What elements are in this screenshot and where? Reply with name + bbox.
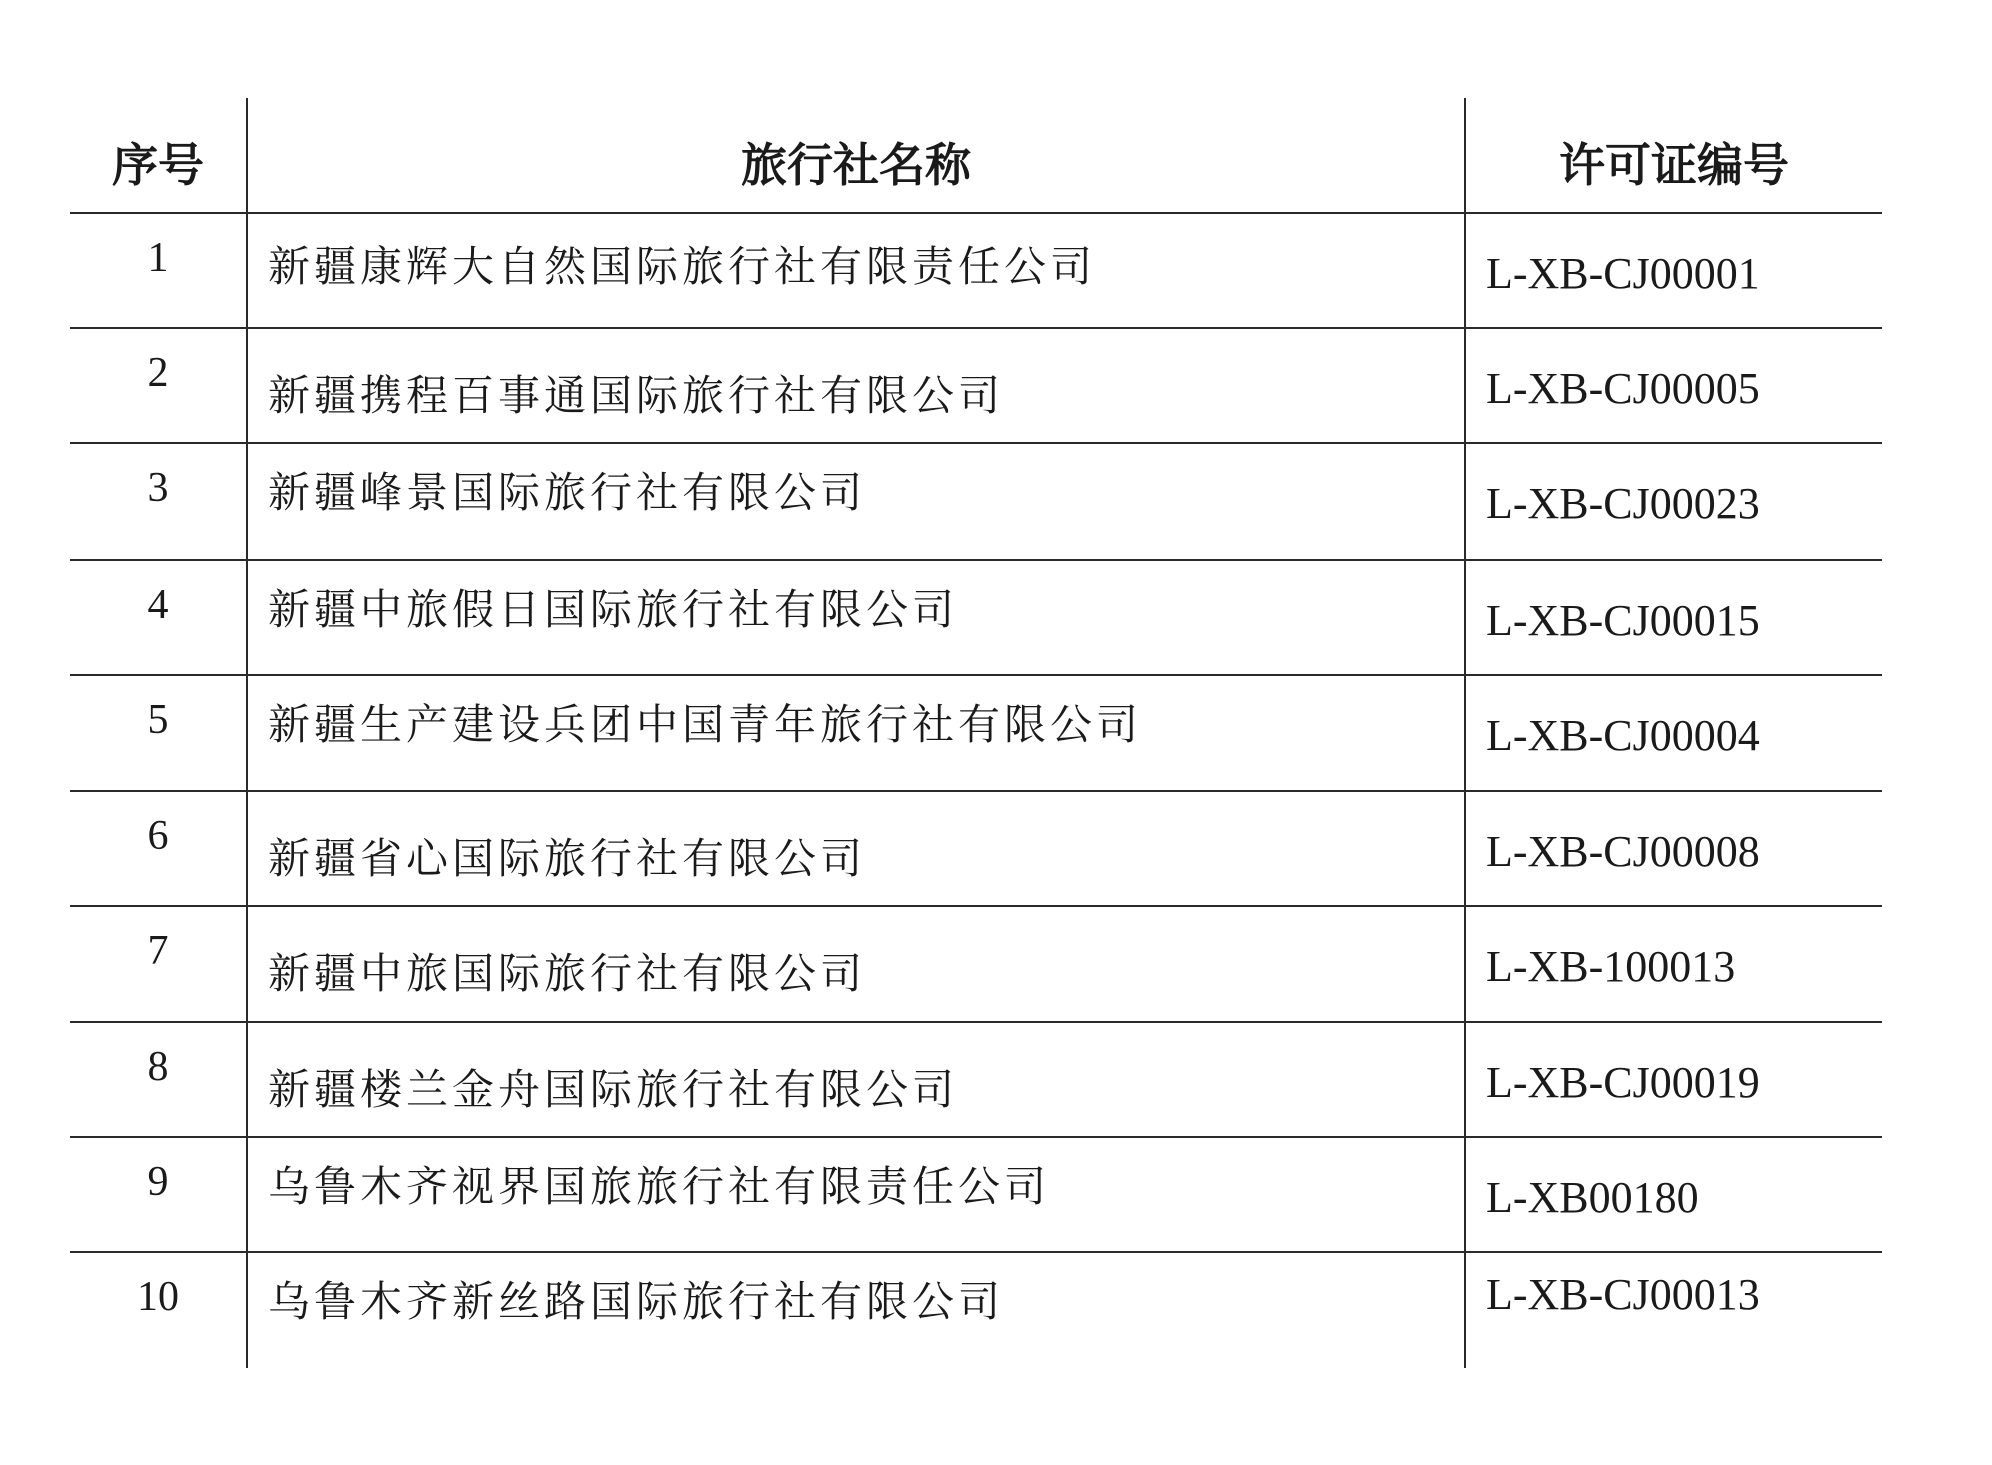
table-row [70, 1138, 1882, 1251]
license-number: L-XB-CJ00004 [1486, 711, 1760, 760]
row-index: 6 [147, 813, 169, 859]
license-number: L-XB-CJ00005 [1486, 364, 1760, 413]
row-index: 9 [147, 1159, 169, 1205]
agency-name: 新疆康辉大自然国际旅行社有限责任公司 [268, 242, 1097, 291]
table-row [70, 1253, 1882, 1368]
license-number: L-XB00180 [1486, 1173, 1699, 1222]
license-number: L-XB-100013 [1486, 942, 1736, 991]
license-number: L-XB-CJ00008 [1486, 827, 1760, 876]
header-index: 序号 [112, 138, 204, 192]
row-index: 4 [147, 582, 169, 628]
license-number: L-XB-CJ00019 [1486, 1058, 1760, 1107]
license-number: L-XB-CJ00015 [1486, 596, 1760, 645]
table-row [70, 444, 1882, 559]
table-row [70, 676, 1882, 790]
agency-name: 新疆峰景国际旅行社有限公司 [268, 468, 867, 517]
header-license-number: 许可证编号 [1559, 138, 1789, 192]
table-row [70, 1023, 1882, 1136]
agency-name: 新疆生产建设兵团中国青年旅行社有限公司 [268, 700, 1143, 749]
agency-name: 新疆楼兰金舟国际旅行社有限公司 [268, 1065, 959, 1114]
row-index: 2 [147, 350, 169, 396]
table-row [70, 907, 1882, 1021]
table-row [70, 792, 1882, 905]
agency-name: 新疆携程百事通国际旅行社有限公司 [268, 371, 1005, 420]
row-index: 1 [147, 235, 169, 281]
table-header [70, 98, 1882, 212]
row-index: 10 [137, 1274, 179, 1320]
row-index: 3 [147, 465, 169, 511]
table-row [70, 214, 1882, 327]
agency-name: 新疆省心国际旅行社有限公司 [268, 834, 867, 883]
license-number: L-XB-CJ00023 [1486, 479, 1760, 528]
header-agency-name: 旅行社名称 [741, 138, 971, 192]
table-row [70, 329, 1882, 442]
row-index: 5 [147, 697, 169, 743]
table-row [70, 561, 1882, 674]
license-number: L-XB-CJ00001 [1486, 249, 1760, 298]
agency-name: 乌鲁木齐新丝路国际旅行社有限公司 [268, 1277, 1005, 1326]
agency-name: 乌鲁木齐视界国旅旅行社有限责任公司 [268, 1162, 1051, 1211]
travel-agency-table [70, 98, 1882, 1368]
row-index: 8 [147, 1044, 169, 1090]
row-index: 7 [147, 928, 169, 974]
license-number: L-XB-CJ00013 [1486, 1270, 1760, 1319]
agency-name: 新疆中旅假日国际旅行社有限公司 [268, 585, 959, 634]
agency-name: 新疆中旅国际旅行社有限公司 [268, 949, 867, 998]
